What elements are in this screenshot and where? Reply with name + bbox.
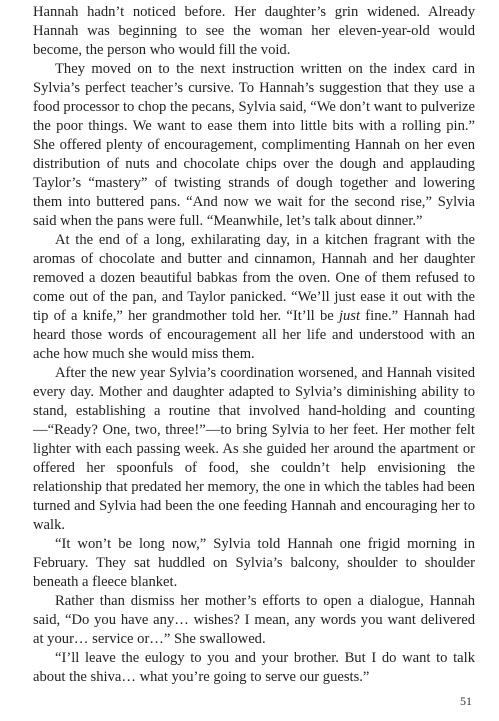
paragraph-6 [33, 592, 475, 649]
paragraph-6-text: Rather than dismiss her mother’s efforts to open a dialogue, Hannah said, “Do you have any… wishes? I mean, any words you want delivered at your… service or…” She swallowed. [33, 593, 475, 647]
paragraph-4-text: After the new year Sylvia’s coordination worsened, and Hannah visited every day. Mother and daughter adapted to Sylvia’s diminishing ability to stand, establishing a routine that involved hand-holding and counting—“Ready? One, two, three!”—to bring Sylvia to her feet. Her mother felt lighter with each passing week. As she guided her around the apartment or offered her spoonfuls of food, she couldn’t help envisioning the relationship that predated her memory, the one in which the tables had been turned and Sylvia had been the one feeding Hannah and encouraging her to walk. [33, 365, 475, 533]
paragraph-7 [33, 649, 475, 687]
page-number: 51 [460, 694, 472, 708]
paragraph-7-text: “I’ll leave the eulogy to you and your brother. But I do want to talk about the shiva… what you’re going to serve our guests.” [33, 650, 475, 685]
paragraph-1-text: Hannah hadn’t noticed before. Her daughter’s grin widened. Already Hannah was beginning to see the woman her eleven-year-old would become, the person who would fill the void. [33, 4, 475, 58]
paragraph-3 [33, 231, 475, 364]
paragraph-4 [33, 364, 475, 535]
paragraph-3-text-end: fine.” Hannah had heard those words of encouragement all her life and understood with an ache how much she would miss them. [33, 308, 476, 362]
paragraph-2 [33, 60, 475, 231]
paragraph-3-text-start: At the end of a long, exhilarating day, in a kitchen fragrant with the aromas of chocolate and butter and cinnamon, Hannah and her daughter removed a dozen beautiful babkas from the oven. One of them refused to come out of the pan, and Taylor panicked. “We’ll just ease it out with the tip of a knife,” her grandmother told her. “It’ll be [33, 232, 475, 324]
paragraph-1 [33, 3, 475, 60]
paragraph-3-italic-word: just [338, 308, 361, 324]
body-text [33, 3, 475, 687]
paragraph-5 [33, 535, 475, 592]
paragraph-2-text: They moved on to the next instruction written on the index card in Sylvia’s perfect teacher’s cursive. To Hannah’s suggestion that they use a food processor to chop the pecans, Sylvia said, “We don’t want to pulverize the poor things. We want to ease them into little bits with a rolling pin.” She offered plenty of encouragement, complimenting Hannah on her even distribution of nuts and chocolate chips over the dough and applauding Taylor’s “mastery” of twisting strands of dough together and lowering them into buttered pans. “And now we wait for the second rise,” Sylvia said when the pans were full. “Meanwhile, let’s talk about dinner.” [33, 61, 475, 229]
paragraph-5-text: “It won’t be long now,” Sylvia told Hannah one frigid morning in February. They sat huddled on Sylvia’s balcony, shoulder to shoulder beneath a fleece blanket. [33, 536, 475, 590]
